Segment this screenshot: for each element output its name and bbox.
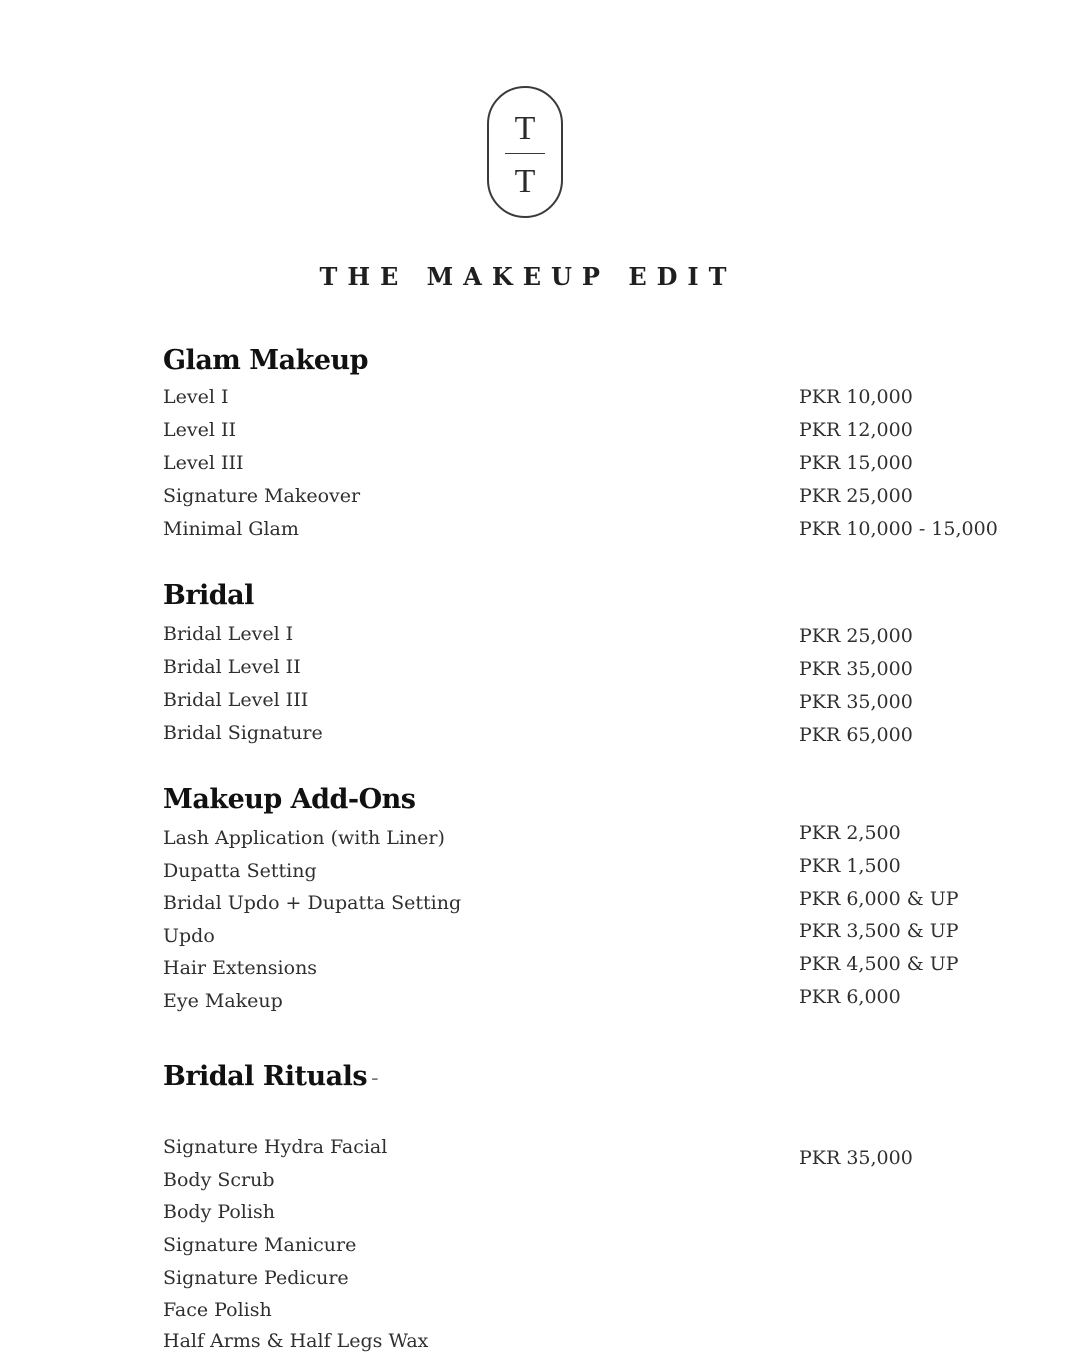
ritual-item: Signature Pedicure [163, 1267, 349, 1289]
service-price: PKR 35,000 [799, 658, 913, 680]
service-label: Bridal Updo + Dupatta Setting [163, 892, 462, 914]
service-price: PKR 35,000 [799, 691, 913, 713]
section-title-text: Bridal Rituals [163, 1061, 368, 1092]
service-label: Minimal Glam [163, 518, 299, 540]
logo-letter-bottom: T [514, 163, 536, 200]
logo-letter-top: T [514, 110, 536, 147]
ritual-item: Signature Hydra Facial [163, 1136, 388, 1158]
service-price: PKR 15,000 [799, 452, 913, 474]
service-price: PKR 3,500 & UP [799, 920, 959, 942]
service-price: PKR 10,000 - 15,000 [799, 518, 998, 540]
service-label: Level III [163, 452, 244, 474]
section-title-bridal: Bridal [163, 580, 254, 611]
service-price: PKR 25,000 [799, 485, 913, 507]
section-title-makeup-add-ons: Makeup Add-Ons [163, 784, 416, 815]
service-price: PKR 25,000 [799, 625, 913, 647]
section-title-glam-makeup: Glam Makeup [163, 345, 369, 376]
service-price: PKR 1,500 [799, 855, 901, 877]
service-price: PKR 6,000 & UP [799, 888, 959, 910]
service-label: Level I [163, 386, 229, 408]
service-label: Bridal Level III [163, 689, 309, 711]
service-price: PKR 6,000 [799, 986, 901, 1008]
service-label: Bridal Level I [163, 623, 294, 645]
service-label: Bridal Signature [163, 722, 323, 744]
service-price: PKR 65,000 [799, 724, 913, 746]
logo [487, 86, 563, 218]
ritual-item: Body Scrub [163, 1169, 275, 1191]
ritual-item: Face Polish [163, 1299, 272, 1321]
service-label: Bridal Level II [163, 656, 301, 678]
logo-divider [505, 153, 545, 154]
ritual-item: Signature Manicure [163, 1234, 357, 1256]
service-price: PKR 4,500 & UP [799, 953, 959, 975]
service-label: Eye Makeup [163, 990, 283, 1012]
service-price: PKR 10,000 [799, 386, 913, 408]
section-title-dash: - [371, 1066, 379, 1091]
section-title-bridal-rituals [163, 1061, 378, 1092]
package-price: PKR 35,000 [799, 1147, 913, 1169]
service-label: Dupatta Setting [163, 860, 317, 882]
service-label: Signature Makeover [163, 485, 361, 507]
service-price: PKR 12,000 [799, 419, 913, 441]
ritual-item: Half Arms & Half Legs Wax [163, 1330, 429, 1352]
service-label: Hair Extensions [163, 957, 318, 979]
service-price: PKR 2,500 [799, 822, 901, 844]
service-label: Level II [163, 419, 236, 441]
ritual-item: Body Polish [163, 1201, 275, 1223]
service-label: Updo [163, 925, 215, 947]
brand-name: THE MAKEUP EDIT [319, 262, 737, 291]
service-label: Lash Application (with Liner) [163, 827, 445, 849]
